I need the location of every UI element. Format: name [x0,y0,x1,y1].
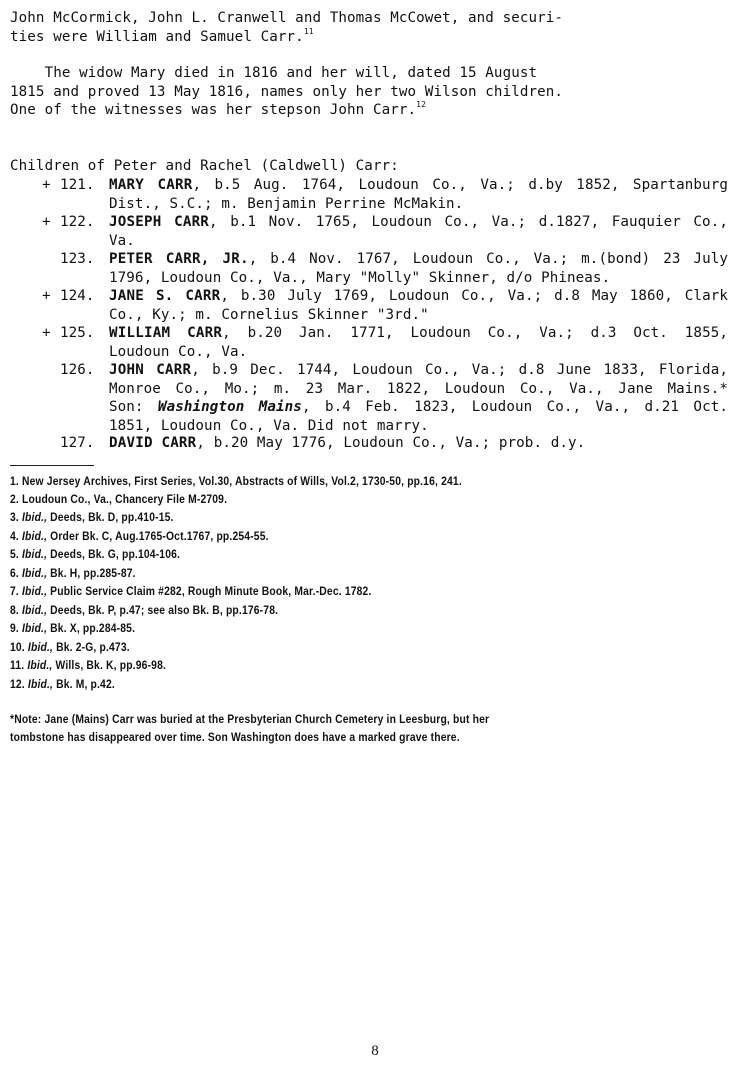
footnote-ibid: Ibid., [22,621,48,635]
footnote-text: Bk. 2-G, p.473. [53,640,130,654]
footnote-text: Order Bk. C, Aug.1765-Oct.1767, pp.254-55. [47,529,269,543]
footnote-number: 1. [10,474,19,488]
footnote-ibid: Ibid., [22,547,48,561]
child-line-text: , b.5 Aug. 1764, Loudoun Co., Va.; d.by 1852, Spartanburg [192,177,728,193]
footnote-text: Wills, Bk. K, pp.96-98. [52,658,167,672]
child-line: Loudoun Co., Va. [109,343,248,360]
child-name: DAVID CARR [109,435,197,451]
footnote-number: 4. [10,529,19,543]
child-name: WILLIAM CARR [109,325,223,341]
footnote-ibid: Ibid., [22,566,48,580]
child-line [109,398,728,417]
child-line: Va. [109,232,135,249]
child-name: JOSEPH CARR [109,214,210,230]
footnote-10 [10,640,638,654]
child-number: 121. [60,177,95,193]
note-line-2: tombstone has disappeared over time. Son Washington does have a marked grave there. [10,730,460,744]
child-line-text: , b.30 July 1769, Loudoun Co., Va.; d.8 May 1860, Clark [220,288,728,304]
child-text [109,361,728,435]
footnote-number: 12. [10,677,25,691]
footnote-2 [10,492,638,506]
intro-p2-line-3 [10,101,740,120]
child-line-text: , b.1 Nov. 1765, Loudoun Co., Va.; d.1827, Fauquier Co., [209,214,728,230]
footnote-number: 6. [10,566,19,580]
intro-p2-line-2: 1815 and proved 13 May 1816, names only her two Wilson children. [10,83,564,100]
child-line: Monroe Co., Mo.; m. 23 Mar. 1822, Loudoun Co., Va., Jane Mains.* [109,380,728,397]
child-line [109,361,728,380]
footnote-number: 8. [10,603,19,617]
footnote-text: Bk. X, pp.284-85. [47,621,136,635]
child-line: Dist., S.C.; m. Benjamin Perrine McMakin. [109,195,464,212]
child-number: 124. [60,288,95,304]
child-text [109,213,728,250]
footnote-text: Bk. M, p.42. [53,677,115,691]
footnote-number: 9. [10,621,19,635]
footnote-ibid: Ibid., [22,584,48,598]
child-line: Co., Ky.; m. Cornelius Skinner "3rd." [109,306,429,323]
footnote-text: Deeds, Bk. D, pp.410-15. [47,510,174,524]
child-text [109,250,728,287]
child-mark: + [42,288,51,304]
child-line [109,250,728,269]
footnote-9 [10,621,638,635]
child-line-text: Son: [109,399,158,415]
intro-paragraph-2 [10,64,740,120]
footnote-ref-11: 11 [303,26,314,36]
child-name: JOHN CARR [109,362,192,378]
footnote-ibid: Ibid., [22,603,48,617]
footnote-12 [10,677,638,691]
child-mark: + [42,177,51,193]
child-line [109,287,728,306]
child-line-text: , b.4 Feb. 1823, Loudoun Co., Va., d.21 Oct. [301,399,728,415]
footnote-text: Bk. H, pp.285-87. [47,566,136,580]
intro-p1-line-2 [10,28,740,47]
child-text [109,287,728,324]
intro-p2-line-1: The widow Mary died in 1816 and her will, dated 15 August [10,65,538,81]
child-name: MARY CARR [109,177,193,193]
child-number: 127. [60,435,95,451]
intro-p1-line-2-text: ties were William and Samuel Carr. [10,28,304,45]
note-line-1: *Note: Jane (Mains) Carr was buried at the Presbyterian Church Cemetery in Leesburg, but her [10,712,490,726]
footnote-text: Deeds, Bk. P, p.47; see also Bk. B, pp.176-78. [47,603,279,617]
child-text [109,434,728,453]
child-line-text: , b.20 Jan. 1771, Loudoun Co., Va.; d.3 Oct. 1855, [222,325,728,341]
child-line [109,434,728,453]
footnote-ibid: Ibid., [27,677,54,691]
footnote-ibid: Ibid., [27,658,53,672]
footnote-number: 7. [10,584,19,598]
page-number: 8 [371,1043,379,1059]
footnote-6 [10,566,638,580]
intro-p2-line-3-text: One of the witnesses was her stepson John Carr. [10,102,417,118]
child-line [109,176,728,195]
footnote-3 [10,510,638,524]
children-heading: Children of Peter and Rachel (Caldwell) Carr: [10,158,399,174]
footnote-number: 10. [10,640,25,654]
footnote-5 [10,547,638,561]
child-number: 125. [60,325,95,341]
footnote-number: 5. [10,547,19,561]
child-text [109,324,728,361]
child-number: 122. [60,214,95,230]
child-mark: + [42,214,51,230]
child-name: JANE S. CARR [109,288,221,304]
child-line-text: , b.4 Nov. 1767, Loudoun Co., Va.; m.(bond) 23 July [248,251,728,267]
footnote-ibid: Ibid., [22,510,48,524]
footnote-ibid: Ibid., [27,640,54,654]
child-number: 126. [60,362,95,378]
footnote-11 [10,658,638,672]
child-line: 1796, Loudoun Co., Va., Mary "Molly" Skinner, d/o Phineas. [109,269,611,286]
footnote-ref-12: 12 [416,100,426,109]
intro-p1-line-1: John McCormick, John L. Cranwell and Thomas McCowet, and securi- [10,10,564,26]
footnote-text: Deeds, Bk. G, pp.104-106. [47,547,181,561]
footnote-7 [10,584,638,598]
footnote-number: 3. [10,510,19,524]
child-mark: + [42,325,51,341]
child-line: 1851, Loudoun Co., Va. Did not marry. [109,417,429,434]
footnote-1 [10,474,638,488]
child-line-text: , b.20 May 1776, Loudoun Co., Va.; prob. d.y. [196,435,586,451]
footnote-text: Loudoun Co., Va., Chancery File M-2709. [22,492,228,506]
footnote-text: Public Service Claim #282, Rough Minute Book, Mar.-Dec. 1782. [47,584,372,598]
footnote-4 [10,529,638,543]
footnote-number: 2. [10,492,19,506]
child-text [109,176,728,213]
footnote-ibid: Ibid., [22,529,48,543]
child-son-name: Washington Mains [157,399,302,415]
footnote-number: 11. [10,658,25,672]
footnote-8 [10,603,638,617]
child-number: 123. [60,251,95,267]
child-line [109,213,728,232]
child-line [109,324,728,343]
footnote-divider [10,465,94,466]
child-name: PETER CARR, JR. [109,251,249,267]
child-line-text: , b.9 Dec. 1744, Loudoun Co., Va.; d.8 June 1833, Florida, [191,362,728,378]
intro-paragraph-1 [10,9,740,46]
footnote-text: New Jersey Archives, First Series, Vol.30, Abstracts of Wills, Vol.2, 1730-50, pp.16, 241. [22,474,462,488]
